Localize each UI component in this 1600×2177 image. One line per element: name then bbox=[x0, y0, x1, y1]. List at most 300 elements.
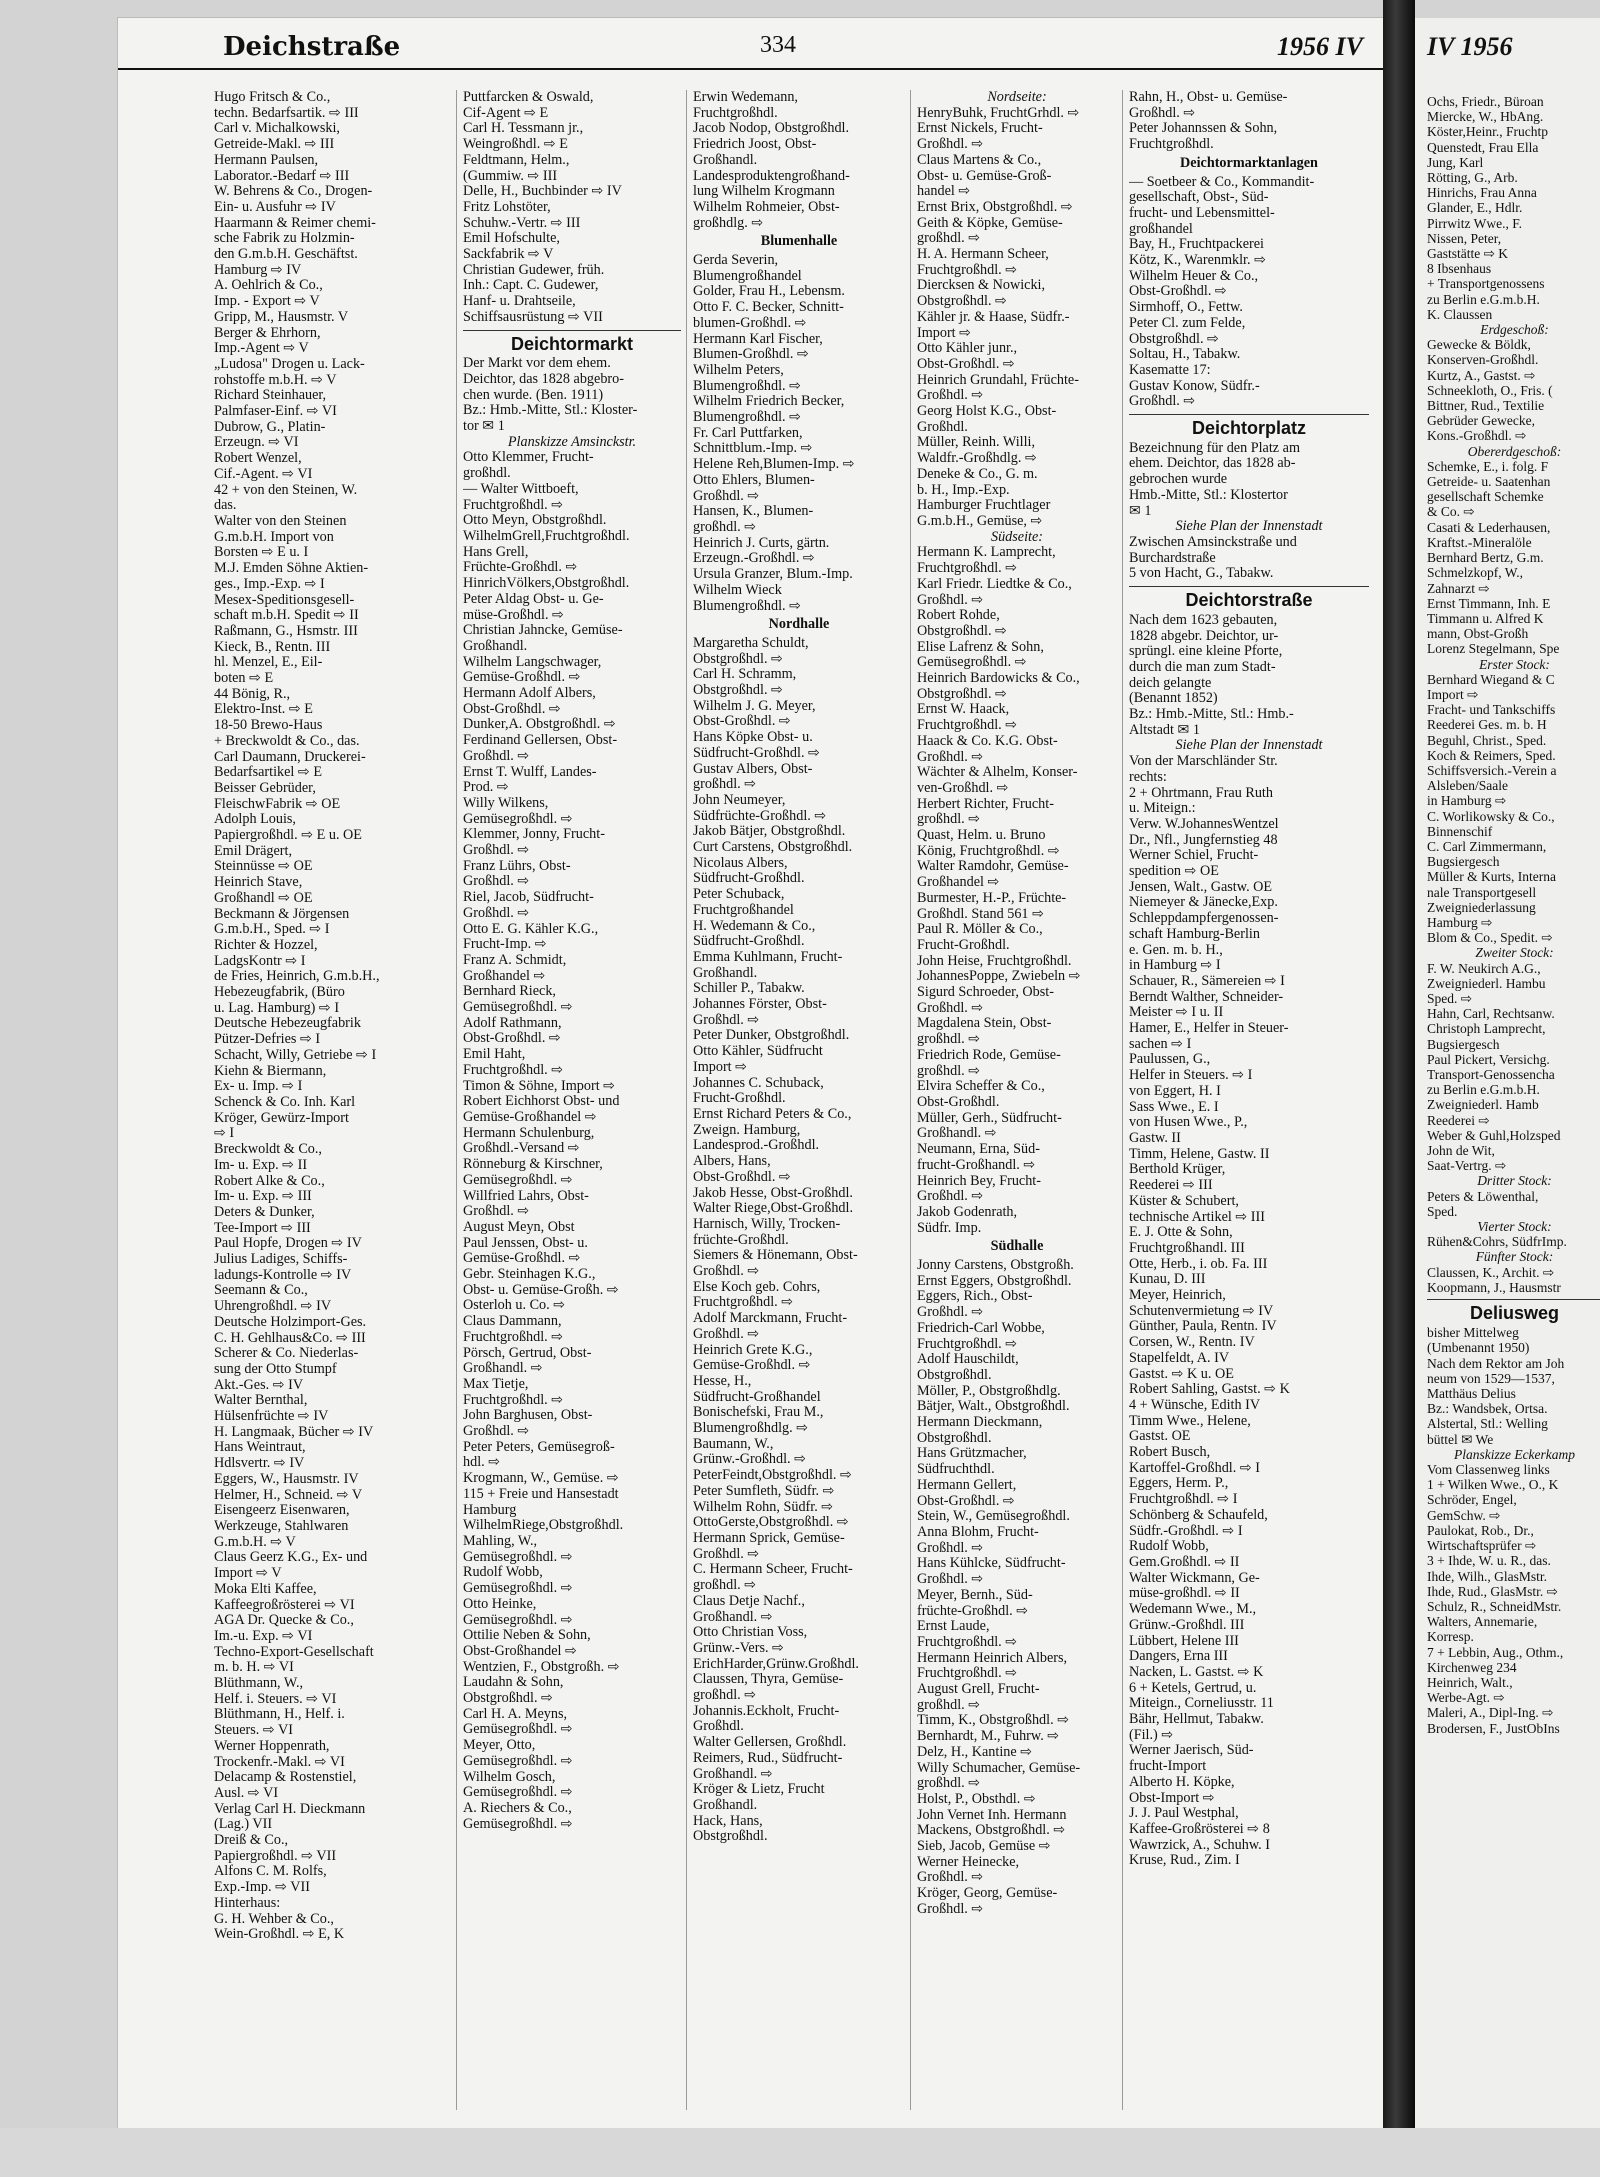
entry-line: Berthold Krüger, bbox=[1129, 1162, 1226, 1178]
entry-line: Quenstedt, Frau Ella bbox=[1427, 139, 1539, 155]
entry-line: Werner Heinecke, bbox=[917, 1854, 1020, 1870]
entry-line: Fruchtgroßhdl. ⇨ I bbox=[1129, 1492, 1238, 1508]
entry-line: G.m.b.H., Sped. ⇨ I bbox=[214, 922, 330, 938]
entry-line: Hansen, K., Blumen- bbox=[693, 504, 814, 520]
entry-line: Schiffsausrüstung ⇨ VII bbox=[463, 309, 603, 325]
entry-line: Gastst. OE bbox=[1129, 1429, 1191, 1445]
entry-line: müse-Großhdl. ⇨ bbox=[463, 607, 564, 623]
entry-line: Großhdl. ⇨ bbox=[917, 1870, 984, 1886]
entry-line: Jung, Karl bbox=[1427, 154, 1484, 170]
entry-line: Fr. Carl Puttfarken, bbox=[693, 425, 803, 441]
entry-line: Robert Rohde, bbox=[917, 608, 1000, 624]
entry-line: Gemüsegroßhdl. ⇨ bbox=[463, 1549, 573, 1565]
entry-line: Claus Detje Nachf., bbox=[693, 1593, 805, 1609]
entry-line: Claussen, K., Archit. ⇨ bbox=[1427, 1264, 1555, 1280]
entry-line: Südfrüchte-Großhdl. ⇨ bbox=[693, 808, 827, 824]
entry-line: Jakob Bätjer, Obstgroßhdl. bbox=[693, 824, 846, 840]
entry-line: Christian Jahncke, Gemüse- bbox=[463, 623, 623, 639]
entry-line: großhdl. ⇨ bbox=[917, 1032, 981, 1048]
entry-line: Blüthmann, H., Helf. i. bbox=[214, 1707, 345, 1723]
entry-line: F. W. Neukirch A.G., bbox=[1427, 960, 1541, 976]
entry-line: 2 + Ohrtmann, Frau Ruth bbox=[1129, 785, 1273, 801]
entry-line: PeterFeindt,Obstgroßhdl. ⇨ bbox=[693, 1468, 852, 1484]
entry-line: techn. Bedarfsartik. ⇨ III bbox=[214, 105, 359, 121]
entry-line: Peter Dunker, Obstgroßhdl. bbox=[693, 1028, 850, 1044]
entry-line: rohstoffe m.b.H. ⇨ V bbox=[214, 372, 337, 388]
entry-line: 1 + Wilken Wwe., O., K bbox=[1427, 1477, 1559, 1493]
entry-line: Puttfarcken & Oswald, bbox=[463, 90, 594, 105]
entry-line: Paul Hopfe, Drogen ⇨ IV bbox=[214, 1236, 362, 1252]
entry-line: Sirmhoff, O., Fettw. bbox=[1129, 300, 1243, 316]
entry-line: frucht-Großhandl. ⇨ bbox=[917, 1157, 1036, 1173]
entry-line: FleischwFabrik ⇨ OE bbox=[214, 796, 341, 812]
entry-line: 6 + Ketels, Gertrud, u. bbox=[1129, 1680, 1257, 1696]
entry-line: Hack, Hans, bbox=[693, 1813, 763, 1829]
entry-line: Heinrich, Walt., bbox=[1427, 1674, 1513, 1690]
entry-line: ehem. Deichtor, das 1828 ab- bbox=[1129, 456, 1296, 472]
entry-line: Willy Wilkens, bbox=[463, 795, 549, 811]
entry-line: Meister ⇨ I u. II bbox=[1129, 1005, 1224, 1021]
entry-line: Großhdl. ⇨ bbox=[917, 1572, 984, 1588]
entry-line: Reederei ⇨ bbox=[1427, 1112, 1490, 1128]
entry-line: Blumengroßhandel bbox=[693, 268, 802, 284]
entry-line: Deters & Dunker, bbox=[214, 1204, 315, 1220]
entry-line: Lorenz Stegelmann, Spe bbox=[1427, 641, 1560, 657]
entry-line: Großhdl. ⇨ bbox=[917, 1189, 984, 1205]
entry-line: Schenck & Co. Inh. Karl bbox=[214, 1095, 356, 1110]
entry-line: sung der Otto Stumpf bbox=[214, 1361, 337, 1377]
entry-line: Großhdl. bbox=[917, 419, 968, 435]
entry-line: gesellschaft, Obst-, Süd- bbox=[1129, 190, 1269, 206]
entry-line: Kartoffel-Großhdl. ⇨ I bbox=[1129, 1460, 1260, 1476]
entry-line: Obstgroßhdl. bbox=[917, 1367, 992, 1383]
entry-line: 8 Ibsenhaus bbox=[1427, 261, 1492, 277]
entry-line: Franz A. Schmidt, bbox=[463, 952, 567, 968]
entry-line: Deneke & Co., G. m. bbox=[917, 466, 1038, 482]
entry-line: Binnenschif bbox=[1427, 823, 1493, 839]
entry-line: Blom & Co., Spedit. ⇨ bbox=[1427, 930, 1553, 946]
entry-line: Klemmer, Jonny, Frucht- bbox=[463, 827, 605, 843]
entry-line: Gustav Konow, Südfr.- bbox=[1129, 378, 1260, 394]
entry-line: Paul Pickert, Versichg. bbox=[1427, 1051, 1550, 1067]
entry-line: Hans Weintraut, bbox=[214, 1440, 306, 1456]
entry-line: Ernst Richard Peters & Co., bbox=[693, 1107, 852, 1122]
entry-line: Obst-Großhdl. ⇨ bbox=[917, 1493, 1015, 1509]
entry-line: Nach dem Rektor am Joh bbox=[1427, 1355, 1565, 1371]
entry-line: Robert Busch, bbox=[1129, 1445, 1211, 1461]
entry-line: Harnisch, Willy, Trocken- bbox=[693, 1216, 841, 1232]
entry-line: Krogmann, W., Gemüse. ⇨ bbox=[463, 1471, 619, 1487]
entry-line: Ernst Laude, bbox=[917, 1619, 990, 1635]
entry-line: Friedrich-Carl Wobbe, bbox=[917, 1320, 1045, 1336]
entry-line: Casati & Lederhausen, bbox=[1427, 519, 1551, 535]
entry-line: Quast, Helm. u. Bruno bbox=[917, 828, 1046, 844]
entry-line: Herbert Richter, Frucht- bbox=[917, 796, 1054, 812]
entry-line: Ernst Brix, Obstgroßhdl. ⇨ bbox=[917, 199, 1073, 215]
entry-line: Import ⇨ bbox=[1427, 686, 1479, 702]
entry-line: Mackens, Obstgroßhdl. ⇨ bbox=[917, 1823, 1066, 1839]
entry-line: Johannes Förster, Obst- bbox=[693, 997, 827, 1013]
entry-line: Gemüsegroßhdl. ⇨ bbox=[463, 1612, 573, 1628]
entry-line: Bätjer, Walt., Obstgroßhdl. bbox=[917, 1399, 1070, 1415]
entry-line: Großhandl. bbox=[463, 638, 528, 654]
entry-line: A. Riechers & Co., bbox=[463, 1800, 572, 1816]
entry-line: von Husen Wwe., P., bbox=[1129, 1115, 1248, 1131]
entry-line: Zweigniederl. Hamb bbox=[1427, 1097, 1539, 1113]
entry-line: Zweign. Hamburg, bbox=[693, 1122, 801, 1138]
entry-line: Adolf Hauschildt, bbox=[917, 1352, 1019, 1368]
entry-line: Ochs, Friedr., Büroan bbox=[1427, 94, 1544, 109]
entry-line: Richard Steinhauer, bbox=[214, 388, 327, 404]
entry-line: Kurtz, A., Gastst. ⇨ bbox=[1427, 367, 1536, 383]
entry-line: Wilhelm Heuer & Co., bbox=[1129, 268, 1259, 284]
entry-line: Weber & Guhl,Holzsped bbox=[1427, 1127, 1561, 1143]
entry-line: Peter Aldag Obst- u. Ge- bbox=[463, 591, 604, 607]
entry-line: Pörsch, Gertrud, Obst- bbox=[463, 1345, 592, 1361]
entry-line: Sped. bbox=[1427, 1203, 1458, 1219]
entry-line: Fruchtgroßhdl. bbox=[693, 105, 778, 121]
entry-line: Walter Gellersen, Großhdl. bbox=[693, 1735, 847, 1751]
entry-line: Großhandl. bbox=[693, 1797, 758, 1813]
entry-line: Eggers, W., Hausmstr. IV bbox=[214, 1471, 359, 1487]
entry-line: Robert Sahling, Gastst. ⇨ K bbox=[1129, 1382, 1290, 1398]
entry-line: Heinrich J. Curts, gärtn. bbox=[693, 535, 830, 551]
entry-line: Eisengeerz Eisenwaren, bbox=[214, 1503, 350, 1519]
entry-line: 3 + Ihde, W. u. R., das. bbox=[1427, 1553, 1551, 1569]
entry-line: lung Wilhelm Krogmann bbox=[693, 184, 835, 200]
divider bbox=[463, 330, 681, 331]
entry-line: Reimers, Rud., Südfrucht- bbox=[693, 1750, 843, 1766]
entry-line: Hamburger Fruchtlager bbox=[917, 498, 1051, 514]
entry-line: Zweigniederlassung bbox=[1427, 899, 1536, 915]
entry-line: u. Miteign.: bbox=[1129, 801, 1196, 817]
entry-line: Heinrich Bey, Frucht- bbox=[917, 1173, 1041, 1189]
entry-line: Frucht-Imp. ⇨ bbox=[463, 937, 547, 953]
entry-line: Wilhelm Wieck bbox=[693, 582, 782, 598]
entry-line: „Ludosa" Drogen u. Lack- bbox=[214, 356, 365, 372]
section-note: Planskizze Eckerkamp bbox=[1453, 1446, 1576, 1462]
entry-line: Hermann Sprick, Gemüse- bbox=[693, 1530, 845, 1546]
entry-line: Delz, H., Kantine ⇨ bbox=[917, 1744, 1033, 1760]
entry-line: Kähler jr. & Haase, Südfr.- bbox=[917, 309, 1070, 325]
entry-line: Konserven-Großhdl. bbox=[1427, 352, 1539, 368]
entry-line: Haarmann & Reimer chemi- bbox=[214, 215, 376, 231]
entry-line: Fruchtgroßhdl. ⇨ bbox=[917, 561, 1018, 577]
entry-line: Haack & Co. K.G. Obst- bbox=[917, 733, 1058, 749]
section-note: Planskizze Amsinckstr. bbox=[507, 434, 637, 450]
entry-line: Elise Lafrenz & Sohn, bbox=[917, 639, 1044, 655]
entry-line: Gemüsegroßhdl. ⇨ bbox=[917, 655, 1027, 671]
entry-line: C. H. Gehlhaus&Co. ⇨ III bbox=[214, 1330, 366, 1346]
entry-line: hdl. ⇨ bbox=[463, 1455, 501, 1471]
entry-line: Obst-Großhdl. ⇨ bbox=[463, 1031, 561, 1047]
entry-line: ⇨ I bbox=[214, 1126, 235, 1142]
entry-line: Georg Holst K.G., Obst- bbox=[917, 404, 1057, 420]
entry-line: früchte-Großhdl. ⇨ bbox=[917, 1603, 1029, 1619]
entry-line: Carl v. Michalkowski, bbox=[214, 121, 340, 137]
entry-line: Hermann Heinrich Albers, bbox=[917, 1650, 1068, 1666]
entry-line: Prod. ⇨ bbox=[463, 780, 509, 796]
entry-line: Nissen, Peter, bbox=[1427, 230, 1502, 246]
entry-line: J. J. Paul Westphal, bbox=[1129, 1806, 1239, 1822]
entry-line: Großhdl. ⇨ bbox=[917, 137, 984, 153]
entry-line: Hugo Fritsch & Co., bbox=[214, 90, 331, 105]
divider bbox=[1129, 414, 1369, 415]
entry-line: Hermann Paulsen, bbox=[214, 152, 319, 168]
entry-line: Golder, Frau H., Lebensm. bbox=[693, 284, 845, 300]
entry-line: Blumengroßhdl. ⇨ bbox=[693, 410, 802, 426]
entry-line: C. Carl Zimmermann, bbox=[1427, 838, 1547, 854]
entry-line: Ein- u. Ausfuhr ⇨ IV bbox=[214, 199, 336, 215]
entry-line: Gemüsegroßhdl. ⇨ bbox=[463, 811, 573, 827]
entry-line: Albers, Hans, bbox=[693, 1154, 771, 1170]
entry-line: Gemüsegroßhdl. ⇨ bbox=[463, 1581, 573, 1597]
entry-line: Gebrüder Gewecke, bbox=[1427, 413, 1535, 429]
entry-line: Erwin Wedemann, bbox=[693, 90, 798, 105]
entry-line: Bonischefski, Frau M., bbox=[693, 1405, 824, 1421]
entry-line: Raßmann, G., Hsmstr. III bbox=[214, 623, 358, 639]
entry-line: Paul R. Möller & Co., bbox=[917, 922, 1043, 938]
section-note: Vierter Stock: bbox=[1477, 1219, 1552, 1235]
entry-line: Fruchtgroßhdl. ⇨ bbox=[917, 262, 1018, 278]
entry-line: großhdlg. ⇨ bbox=[693, 215, 764, 231]
entry-line: Papiergroßhdl. ⇨ E u. OE bbox=[214, 828, 362, 844]
entry-line: Früchte-Großhdl. ⇨ bbox=[463, 560, 578, 576]
section-note: Obererdgeschoß: bbox=[1467, 443, 1562, 459]
entry-line: Großhdl. ⇨ bbox=[463, 748, 530, 764]
entry-line: Steuers. ⇨ VI bbox=[214, 1723, 294, 1739]
entry-line: Borsten ⇨ E u. I bbox=[214, 545, 309, 561]
entry-line: Import ⇨ bbox=[917, 325, 972, 341]
entry-line: Ernst T. Wulff, Landes- bbox=[463, 764, 597, 780]
entry-line: Helfer in Steuers. ⇨ I bbox=[1129, 1068, 1253, 1084]
entry-line: Blumengroßhdl. ⇨ bbox=[693, 378, 802, 394]
entry-line: (Gummiw. ⇨ III bbox=[463, 168, 558, 184]
entry-line: Fruchtgroßhdl. ⇨ bbox=[917, 718, 1018, 734]
entry-line: Müller, Reinh. Willi, bbox=[917, 435, 1036, 451]
entry-line: großhdl. ⇨ bbox=[917, 231, 981, 247]
entry-line: Walter von den Steinen bbox=[214, 513, 347, 529]
section-note: Zweiter Stock: bbox=[1475, 945, 1554, 961]
column-1 bbox=[214, 90, 444, 2110]
entry-line: John Barghusen, Obst- bbox=[463, 1408, 593, 1424]
entry-line: hl. Menzel, E., Eil- bbox=[214, 655, 323, 671]
street-heading: Deichtorplatz bbox=[1191, 418, 1306, 439]
entry-line: Niemeyer & Jänecke,Exp. bbox=[1129, 895, 1278, 911]
entry-line: Schauer, R., Sämereien ⇨ I bbox=[1129, 973, 1285, 989]
entry-line: Großhdl. ⇨ bbox=[917, 1305, 984, 1321]
entry-line: Jakob Hesse, Obst-Großhdl. bbox=[693, 1185, 853, 1201]
entry-line: Kiehn & Biermann, bbox=[214, 1063, 327, 1079]
section-note: Siehe Plan der Innenstadt bbox=[1175, 519, 1323, 535]
entry-line: Müller, Gerh., Südfrucht- bbox=[917, 1110, 1062, 1126]
entry-line: Hermann Dieckmann, bbox=[917, 1415, 1043, 1431]
entry-line: Großhdl. ⇨ bbox=[463, 874, 530, 890]
entry-line: zu Berlin e.G.m.b.H. bbox=[1427, 291, 1540, 307]
entry-line: Peters & Löwenthal, bbox=[1427, 1188, 1539, 1204]
entry-line: Kröger, Gewürz-Import bbox=[214, 1110, 349, 1126]
entry-line: Richter & Hozzel, bbox=[214, 937, 318, 953]
entry-line: Dunker,A. Obstgroßhdl. ⇨ bbox=[463, 717, 616, 733]
year-section: 1956 IV bbox=[1277, 32, 1363, 61]
entry-line: Großhdl. ⇨ bbox=[463, 1204, 530, 1220]
entry-line: Diercksen & Nowicki, bbox=[917, 278, 1046, 294]
entry-line: Gewecke & Böldk, bbox=[1427, 337, 1531, 353]
entry-line: Südfrucht-Großhdl. ⇨ bbox=[693, 745, 820, 761]
entry-line: Bernhard Bertz, G.m. bbox=[1427, 550, 1544, 566]
entry-line: John Vernet Inh. Hermann bbox=[917, 1807, 1067, 1823]
entry-line: — Soetbeer & Co., Kommandit- bbox=[1129, 174, 1315, 190]
entry-line: Kruse, Rud., Zim. I bbox=[1129, 1853, 1240, 1869]
entry-line: Großhandl. ⇨ bbox=[917, 1126, 997, 1142]
entry-line: Laborator.-Bedarf ⇨ III bbox=[214, 168, 350, 184]
entry-line: Schleppdampfergenossen- bbox=[1129, 911, 1279, 927]
entry-line: Mesex-Speditionsgesell- bbox=[214, 592, 355, 608]
entry-line: Pirrwitz Wwe., F. bbox=[1427, 215, 1523, 231]
entry-line: Gemüsegroßhdl. ⇨ bbox=[463, 1722, 573, 1738]
entry-line: Import ⇨ V bbox=[214, 1566, 282, 1582]
entry-line: Frucht-Großhdl. bbox=[917, 937, 1010, 953]
entry-line: Adolf Rathmann, bbox=[463, 1015, 562, 1031]
entry-line: Fruchtgroßhdl. ⇨ bbox=[917, 1666, 1018, 1682]
entry-line: neum von 1529—1537, bbox=[1427, 1370, 1555, 1386]
entry-line: Osterloh u. Co. ⇨ bbox=[463, 1298, 566, 1314]
entry-line: Obstgroßhdl. ⇨ bbox=[463, 1691, 553, 1707]
entry-line: Hülsenfrüchte ⇨ IV bbox=[214, 1409, 329, 1425]
entry-line: 5 von Hacht, G., Tabakw. bbox=[1129, 566, 1274, 582]
entry-line: Christoph Lamprecht, bbox=[1427, 1021, 1546, 1037]
entry-line: Adolf Marckmann, Frucht- bbox=[693, 1311, 848, 1327]
entry-line: Kötz, K., Warenmklr. ⇨ bbox=[1129, 253, 1266, 269]
entry-line: Hinterhaus: bbox=[214, 1895, 281, 1911]
entry-line: Schiffsversich.-Verein a bbox=[1427, 762, 1557, 778]
entry-line: Scherer & Co. Niederlas- bbox=[214, 1346, 359, 1362]
entry-line: Miteign., Corneliusstr. 11 bbox=[1129, 1696, 1274, 1712]
entry-line: GemSchw. ⇨ bbox=[1427, 1507, 1501, 1523]
entry-line: Geith & Köpke, Gemüse- bbox=[917, 215, 1063, 231]
entry-line: Bugsiergesch bbox=[1427, 1036, 1500, 1052]
entry-line: Curt Carstens, Obstgroßhdl. bbox=[693, 840, 853, 856]
page-header bbox=[118, 18, 1383, 70]
entry-line: Werner Schiel, Frucht- bbox=[1129, 848, 1259, 864]
entry-line: müse-großhdl. ⇨ II bbox=[1129, 1586, 1240, 1602]
entry-line: Robert Eichhorst Obst- und bbox=[463, 1094, 620, 1110]
entry-line: durch die man zum Stadt- bbox=[1129, 659, 1276, 675]
entry-line: Lübbert, Helene III bbox=[1129, 1633, 1239, 1649]
entry-line: Gemüsegroßhdl. ⇨ bbox=[463, 1785, 573, 1801]
entry-line: Großhdl. ⇨ bbox=[1129, 394, 1196, 410]
entry-line: Großhandl ⇨ OE bbox=[214, 890, 313, 906]
entry-line: Alfons C. M. Rolfs, bbox=[214, 1864, 327, 1880]
entry-line: Schacht, Willy, Getriebe ⇨ I bbox=[214, 1047, 377, 1063]
entry-line: OttoGerste,Obstgroßhdl. ⇨ bbox=[693, 1515, 849, 1531]
street-heading: Deliusweg bbox=[1469, 1303, 1560, 1324]
entry-line: Gebr. Steinhagen K.G., bbox=[463, 1267, 596, 1283]
entry-line: Miercke, W., HbAng. bbox=[1427, 109, 1544, 125]
entry-line: Claus Dammann, bbox=[463, 1314, 562, 1330]
entry-line: Carl H. Schramm, bbox=[693, 667, 797, 683]
entry-line: ven-Großhdl. ⇨ bbox=[917, 780, 1009, 796]
entry-line: Erzeugn. ⇨ VI bbox=[214, 435, 299, 451]
entry-line: Großhandl. ⇨ bbox=[463, 1361, 543, 1377]
entry-line: + Transportgenossens bbox=[1427, 276, 1545, 292]
entry-line: Fruchtgroßhdl. ⇨ bbox=[463, 1329, 564, 1345]
entry-line: Otto Kähler, Südfrucht bbox=[693, 1044, 823, 1060]
entry-line: Wawrzick, A., Schuhw. I bbox=[1129, 1837, 1270, 1853]
entry-line: HinrichVölkers,Obstgroßhdl. bbox=[463, 576, 630, 592]
entry-line: Hans Kühlcke, Südfrucht- bbox=[917, 1556, 1066, 1572]
entry-line: Otto F. C. Becker, Schnitt- bbox=[693, 300, 844, 316]
entry-line: Soltau, H., Tabakw. bbox=[1129, 347, 1241, 363]
entry-line: deich gelangte bbox=[1129, 675, 1212, 691]
entry-line: Dreiß & Co., bbox=[214, 1833, 289, 1849]
entry-line: Obst-Großhdl. bbox=[917, 1095, 1000, 1110]
entry-line: Uhrengroßhdl. ⇨ IV bbox=[214, 1299, 332, 1315]
entry-line: Gemüsegroßhdl. ⇨ bbox=[463, 1172, 573, 1188]
entry-line: — Walter Wittboeft, bbox=[463, 481, 579, 497]
entry-line: Riel, Jacob, Südfrucht- bbox=[463, 890, 594, 906]
entry-line: Möller, P., Obstgroßhdlg. bbox=[917, 1383, 1061, 1399]
entry-line: Walter Ramdohr, Gemüse- bbox=[917, 859, 1069, 875]
entry-line: Großhdl. ⇨ bbox=[693, 488, 760, 504]
entry-line: Otto Meyn, Obstgroßhdl. bbox=[463, 513, 607, 529]
entry-line: W. Behrens & Co., Drogen- bbox=[214, 184, 373, 200]
entry-line: u. Lag. Hamburg) ⇨ I bbox=[214, 1000, 340, 1016]
entry-line: Hermann Schulenburg, bbox=[463, 1125, 595, 1141]
entry-line: Mahling, W., bbox=[463, 1533, 538, 1549]
entry-line: Fruchtgroßhdl. ⇨ bbox=[463, 1062, 564, 1078]
section-note: Südseite: bbox=[990, 529, 1043, 545]
entry-line: Palmfaser-Einf. ⇨ VI bbox=[214, 404, 337, 420]
entry-line: G.m.b.H. ⇨ V bbox=[214, 1534, 296, 1550]
entry-line: Obst-Großhdl. ⇨ bbox=[463, 701, 561, 717]
entry-line: LadgsKontr ⇨ I bbox=[214, 953, 306, 969]
entry-line: Rötting, G., Arb. bbox=[1427, 170, 1518, 186]
entry-line: Hmb.-Mitte, Stl.: Klostertor bbox=[1129, 487, 1288, 503]
entry-line: Seemann & Co., bbox=[214, 1283, 308, 1299]
entry-line: Siemers & Hönemann, Obst- bbox=[693, 1248, 858, 1264]
entry-line: Brodersen, F., JustObIns bbox=[1427, 1720, 1560, 1736]
entry-line: großhdl. ⇨ bbox=[917, 1697, 981, 1713]
scan-bottom-margin bbox=[0, 2128, 1600, 2177]
entry-line: großhdl. ⇨ bbox=[693, 1688, 757, 1704]
entry-line: Dubrow, G., Platin- bbox=[214, 419, 326, 435]
entry-line: in Hamburg ⇨ bbox=[1427, 793, 1507, 809]
entry-line: Von der Marschländer Str. bbox=[1129, 754, 1278, 770]
entry-line: Berger & Ehrhorn, bbox=[214, 325, 321, 341]
entry-line: Großhdl. ⇨ bbox=[917, 1540, 984, 1556]
entry-line: Dr., Nfl., Jungfernstieg 48 bbox=[1129, 832, 1278, 848]
entry-line: Schiller P., Tabakw. bbox=[693, 981, 805, 997]
entry-line: Fruchtgroßhdl. ⇨ bbox=[463, 1392, 564, 1408]
entry-line: Obst-Großhdl. ⇨ bbox=[917, 356, 1015, 372]
entry-line: Hermann K. Lamprecht, bbox=[917, 545, 1056, 561]
entry-line: Ausl. ⇨ VI bbox=[214, 1785, 279, 1801]
entry-line: + Breckwoldt & Co., das. bbox=[214, 733, 360, 749]
entry-line: Walter Bernthal, bbox=[214, 1393, 308, 1409]
entry-line: Gemüsegroßhdl. ⇨ bbox=[463, 1816, 573, 1832]
entry-line: gesellschaft Schemke bbox=[1427, 489, 1544, 505]
entry-line: Rühen&Cohrs, SüdfrImp. bbox=[1427, 1234, 1567, 1250]
entry-line: Werbe-Agt. ⇨ bbox=[1427, 1690, 1505, 1706]
entry-line: Grünw.-Großhdl. III bbox=[1129, 1617, 1245, 1633]
entry-line: Großhandel ⇨ bbox=[463, 968, 546, 984]
entry-line: 18-50 Brewo-Haus bbox=[214, 718, 323, 734]
adjacent-page bbox=[1415, 18, 1600, 2128]
entry-line: Nach dem 1623 gebauten, bbox=[1129, 612, 1278, 628]
entry-line: Großhdl. bbox=[693, 1719, 744, 1735]
adjacent-page-column bbox=[1427, 94, 1600, 1736]
